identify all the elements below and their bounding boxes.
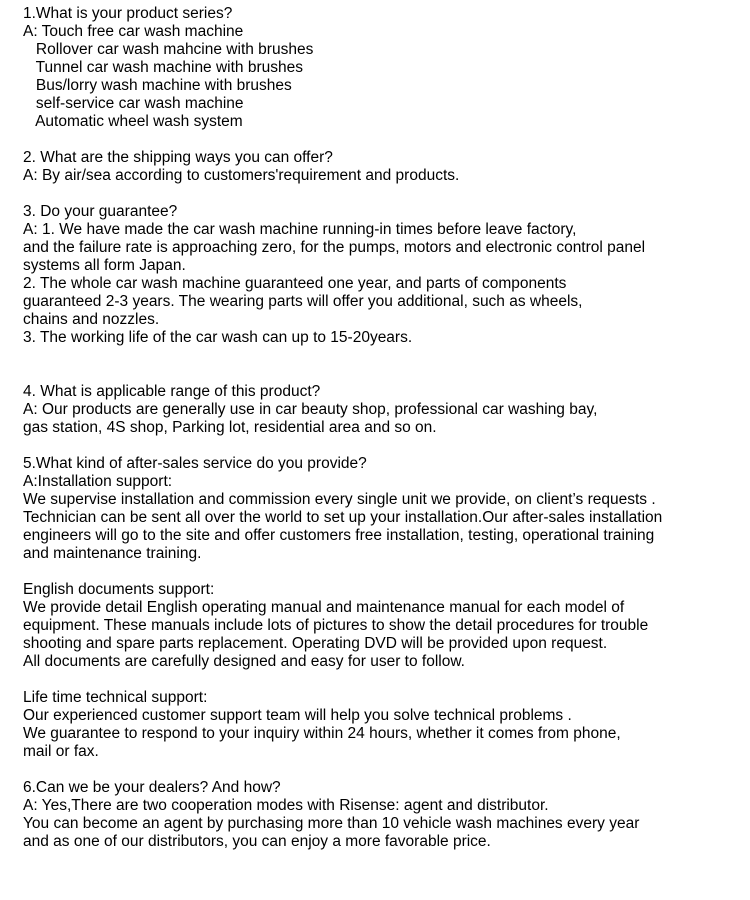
section-spacer [23, 671, 743, 689]
faq-document [23, 5, 743, 851]
faq-answer-line: and maintenance training. [23, 545, 202, 562]
faq-answer-line: chains and nozzles. [23, 311, 160, 328]
faq-answer-line: We supervise installation and commission every single unit we provide, on client’s requests . [23, 491, 656, 508]
faq-answer-line: self-service car wash machine [23, 95, 244, 112]
faq-answer-line: A:Installation support: [23, 473, 173, 490]
faq-answer-line: Technician can be sent all over the world to set up your installation.Our after-sales installation [23, 509, 663, 526]
section-spacer [23, 185, 743, 203]
faq-answer-line: Rollover car wash mahcine with brushes [23, 41, 314, 58]
faq-section [23, 455, 743, 563]
faq-question: 1.What is your product series? [23, 5, 233, 22]
faq-question: English documents support: [23, 581, 215, 598]
faq-answer-line: and as one of our distributors, you can enjoy a more favorable price. [23, 833, 491, 850]
faq-answer-line: Tunnel car wash machine with brushes [23, 59, 303, 76]
faq-section [23, 383, 743, 437]
faq-answer-line: All documents are carefully designed and easy for user to follow. [23, 653, 465, 670]
faq-answer-line: 3. The working life of the car wash can up to 15-20years. [23, 329, 413, 346]
faq-section [23, 581, 743, 671]
faq-answer-line: A: Yes,There are two cooperation modes with Risense: agent and distributor. [23, 797, 549, 814]
faq-section [23, 779, 743, 851]
faq-answer-line: systems all form Japan. [23, 257, 186, 274]
faq-answer-line: We guarantee to respond to your inquiry within 24 hours, whether it comes from phone, [23, 725, 621, 742]
faq-question: 3. Do your guarantee? [23, 203, 178, 220]
faq-section [23, 149, 743, 185]
faq-question: 5.What kind of after-sales service do you provide? [23, 455, 367, 472]
faq-answer-line: and the failure rate is approaching zero, for the pumps, motors and electronic control panel [23, 239, 646, 256]
faq-answer-line: A: Touch free car wash machine [23, 23, 244, 40]
faq-answer-line: gas station, 4S shop, Parking lot, residential area and so on. [23, 419, 437, 436]
section-spacer [23, 563, 743, 581]
faq-question: 4. What is applicable range of this product? [23, 383, 321, 400]
faq-answer-line: Automatic wheel wash system [23, 113, 243, 130]
faq-answer-line: Our experienced customer support team will help you solve technical problems . [23, 707, 572, 724]
faq-answer-line: We provide detail English operating manual and maintenance manual for each model of [23, 599, 625, 616]
faq-answer-line: equipment. These manuals include lots of pictures to show the detail procedures for trouble [23, 617, 649, 634]
faq-answer-line: A: 1. We have made the car wash machine running-in times before leave factory, [23, 221, 577, 238]
faq-answer-line: 2. The whole car wash machine guaranteed one year, and parts of components [23, 275, 567, 292]
faq-section [23, 203, 743, 347]
section-spacer [23, 437, 743, 455]
faq-question: 6.Can we be your dealers? And how? [23, 779, 281, 796]
faq-answer-line: Bus/lorry wash machine with brushes [23, 77, 292, 94]
faq-answer-line: engineers will go to the site and offer customers free installation, testing, operational training [23, 527, 655, 544]
section-spacer [23, 365, 743, 383]
faq-question: Life time technical support: [23, 689, 208, 706]
faq-section [23, 5, 743, 131]
section-spacer [23, 131, 743, 149]
faq-answer-line: A: By air/sea according to customers'requirement and products. [23, 167, 460, 184]
faq-answer-line: A: Our products are generally use in car beauty shop, professional car washing bay, [23, 401, 598, 418]
faq-answer-line: You can become an agent by purchasing more than 10 vehicle wash machines every year [23, 815, 640, 832]
faq-section [23, 689, 743, 761]
faq-answer-line: guaranteed 2-3 years. The wearing parts will offer you additional, such as wheels, [23, 293, 583, 310]
section-spacer [23, 347, 743, 365]
section-spacer [23, 761, 743, 779]
faq-answer-line: shooting and spare parts replacement. Operating DVD will be provided upon request. [23, 635, 608, 652]
faq-question: 2. What are the shipping ways you can offer? [23, 149, 333, 166]
faq-answer-line: mail or fax. [23, 743, 99, 760]
